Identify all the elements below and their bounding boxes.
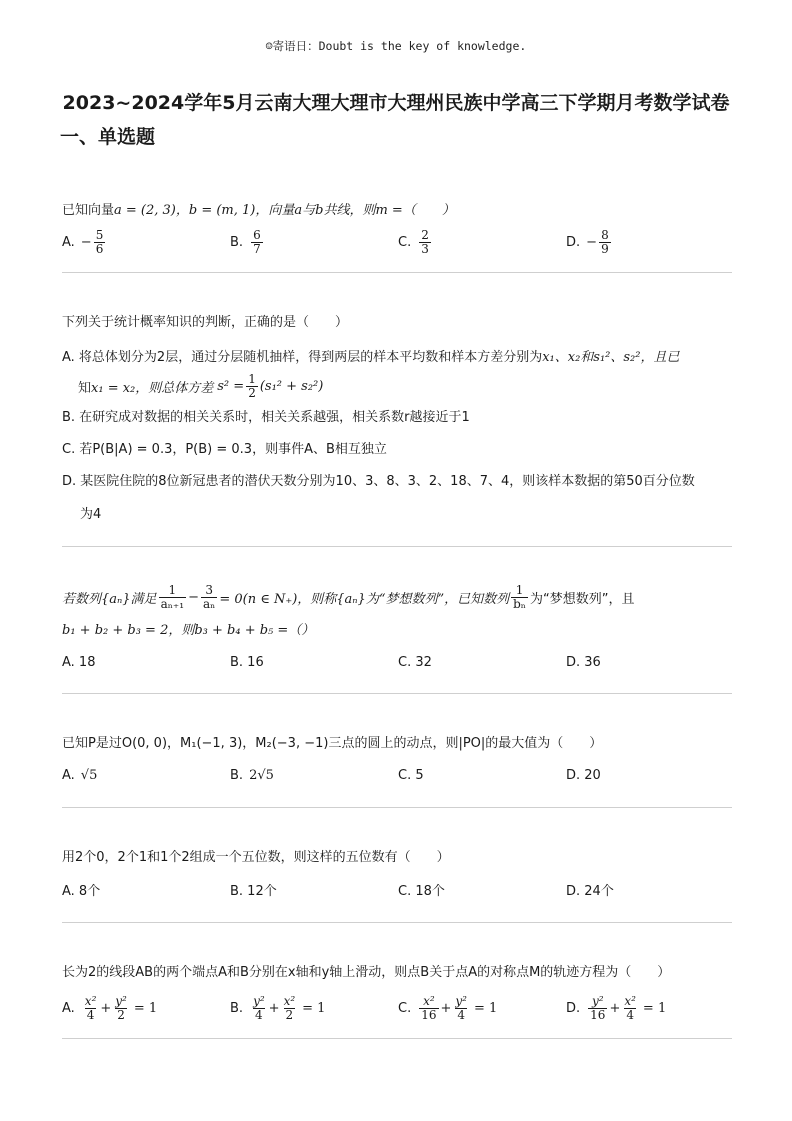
question-3-stem-line2: b₁ + b₂ + b₃ = 2，则b₃ + b₄ + b₅ =（）: [62, 623, 315, 638]
option-c[interactable]: C. $\frac{\text{x²}}{16}$ + $\frac{\text{y²}}{4}$ = 1: [398, 993, 498, 1022]
question-6-stem: 长为2的线段AB的两个端点A和B分别在x轴和y轴上滑动，则点B关于点A的对称点M的轨迹方程为（ ）: [62, 965, 671, 980]
question-4-stem: 已知P是过O(0, 0)，M₁(−1, 3)，M₂(−3, −1)三点的圆上的动点，则|PO|的最大值为（ ）: [62, 736, 603, 751]
question-6-options: [62, 992, 742, 1024]
question-3-options: [62, 648, 742, 676]
question-4-options: [62, 761, 742, 789]
question-3-stem-line1: 若数列{aₙ}满足 $\frac{1}{\text{aₙ₊₁}}$ − $\frac{3}{\text{aₙ}}$ = 0(n ∈ N₊)，则称{aₙ}为“梦想数列”，已知数列 $\frac{1}{\text{bₙ}}$ 为“梦想数列”，且: [62, 582, 635, 611]
vector-b-def: b = (m, 1)，向量: [188, 202, 295, 218]
option-b[interactable]: B. 2√5: [230, 767, 274, 783]
question-2-option-d-line2[interactable]: 为4: [80, 507, 102, 522]
question-2-option-b[interactable]: B. 在研究成对数据的相关关系时，相关关系越强，相关系数r越接近于1: [62, 410, 470, 425]
option-d[interactable]: D. 36: [566, 654, 601, 670]
fraction: $\frac{1}{2}$: [248, 371, 256, 400]
fraction: $\frac{2}{3}$: [421, 227, 429, 256]
fraction: $\frac{\text{x²}}{4}$: [624, 993, 636, 1022]
motto-banner: ☺寄语日：Doubt is the key of knowledge.: [265, 39, 527, 53]
option-a[interactable]: A. 8个: [62, 883, 101, 899]
question-divider: [62, 807, 732, 808]
fraction: $\frac{1}{\text{bₙ}}$: [513, 582, 526, 611]
option-a[interactable]: A. $\frac{\text{x²}}{4}$ + $\frac{\text{y²}}{2}$ = 1: [62, 993, 158, 1022]
option-a[interactable]: A. √5: [62, 767, 98, 783]
question-divider: [62, 922, 732, 923]
question-divider: [62, 272, 732, 273]
exam-title: 2023~2024学年5月云南大理大理市大理州民族中学高三下学期月考数学试卷: [62, 92, 730, 114]
fraction: $\frac{\text{y²}}{4}$: [455, 993, 467, 1022]
question-5-stem: 用2个0，2个1和1个2组成一个五位数，则这样的五位数有（ ）: [62, 850, 450, 865]
option-d[interactable]: D. $\frac{\text{y²}}{16}$ + $\frac{\text{x²}}{4}$ = 1: [566, 993, 667, 1022]
vector-a-def: a = (2, 3)，: [114, 202, 189, 218]
question-2-option-d-line1[interactable]: D. 某医院住院的8位新冠患者的潜伏天数分别为10、3、8、3、2、18、7、4，则该样本数据的第50百分位数: [62, 474, 695, 489]
question-5-options: [62, 875, 742, 903]
fraction: $\frac{5}{6}$: [95, 227, 104, 256]
fraction: $\frac{\text{y²}}{4}$: [253, 993, 265, 1022]
fraction: $\frac{\text{y²}}{16}$: [590, 993, 606, 1022]
question-2-option-a-line1[interactable]: A. 将总体划分为2层，通过分层随机抽样，得到两层的样本平均数和样本方差分别为 x₁、x₂和s₁²、s₂²，且已: [62, 349, 680, 365]
question-1-stem: 已知向量 a = (2, 3)， b = (m, 1)，向量 a与 b共线，则 m =（ ）: [62, 198, 742, 218]
fraction: $\frac{\text{x²}}{4}$: [84, 993, 97, 1022]
option-b[interactable]: B. 12个: [230, 883, 277, 899]
option-b[interactable]: B. 16: [230, 654, 264, 670]
fraction: $\frac{\text{x²}}{2}$: [283, 993, 296, 1022]
question-2-option-a-line2[interactable]: 知 x₁ = x₂，则总体方差 s² = $\frac{1}{2}$ (s₁² + s₂²): [78, 371, 324, 400]
fraction: $\frac{1}{\text{aₙ₊₁}}$: [160, 582, 185, 611]
question-2-stem: 下列关于统计概率知识的判断，正确的是（ ）: [62, 315, 349, 330]
option-c[interactable]: C. 18个: [398, 883, 445, 899]
question-divider: [62, 546, 732, 547]
fraction: $\frac{3}{\text{aₙ}}$: [202, 582, 216, 611]
option-c[interactable]: C. 5: [398, 767, 424, 783]
option-b[interactable]: B. $\frac{\text{y²}}{4}$ + $\frac{\text{x²}}{2}$ = 1: [230, 993, 326, 1022]
option-d[interactable]: D. 20: [566, 767, 601, 783]
option-d[interactable]: D. − $\frac{8}{9}$: [566, 227, 609, 256]
question-1-options: [62, 228, 742, 256]
option-d[interactable]: D. 24个: [566, 883, 614, 899]
option-a[interactable]: A. − $\frac{5}{6}$: [62, 227, 104, 256]
option-c[interactable]: C. $\frac{2}{3}$: [398, 227, 429, 256]
fraction: $\frac{\text{x²}}{16}$: [421, 993, 437, 1022]
question-divider: [62, 693, 732, 694]
option-c[interactable]: C. 32: [398, 654, 432, 670]
option-a[interactable]: A. 18: [62, 654, 96, 670]
option-b[interactable]: B. $\frac{6}{7}$: [230, 227, 261, 256]
question-2-option-c[interactable]: C. 若P(B|A) = 0.3，P(B) = 0.3，则事件A、B相互独立: [62, 442, 387, 457]
fraction: $\frac{\text{y²}}{2}$: [115, 993, 127, 1022]
fraction: $\frac{6}{7}$: [253, 227, 261, 256]
section-heading: 一、单选题: [60, 126, 156, 148]
question-divider: [62, 1038, 732, 1039]
fraction: $\frac{8}{9}$: [601, 227, 609, 256]
